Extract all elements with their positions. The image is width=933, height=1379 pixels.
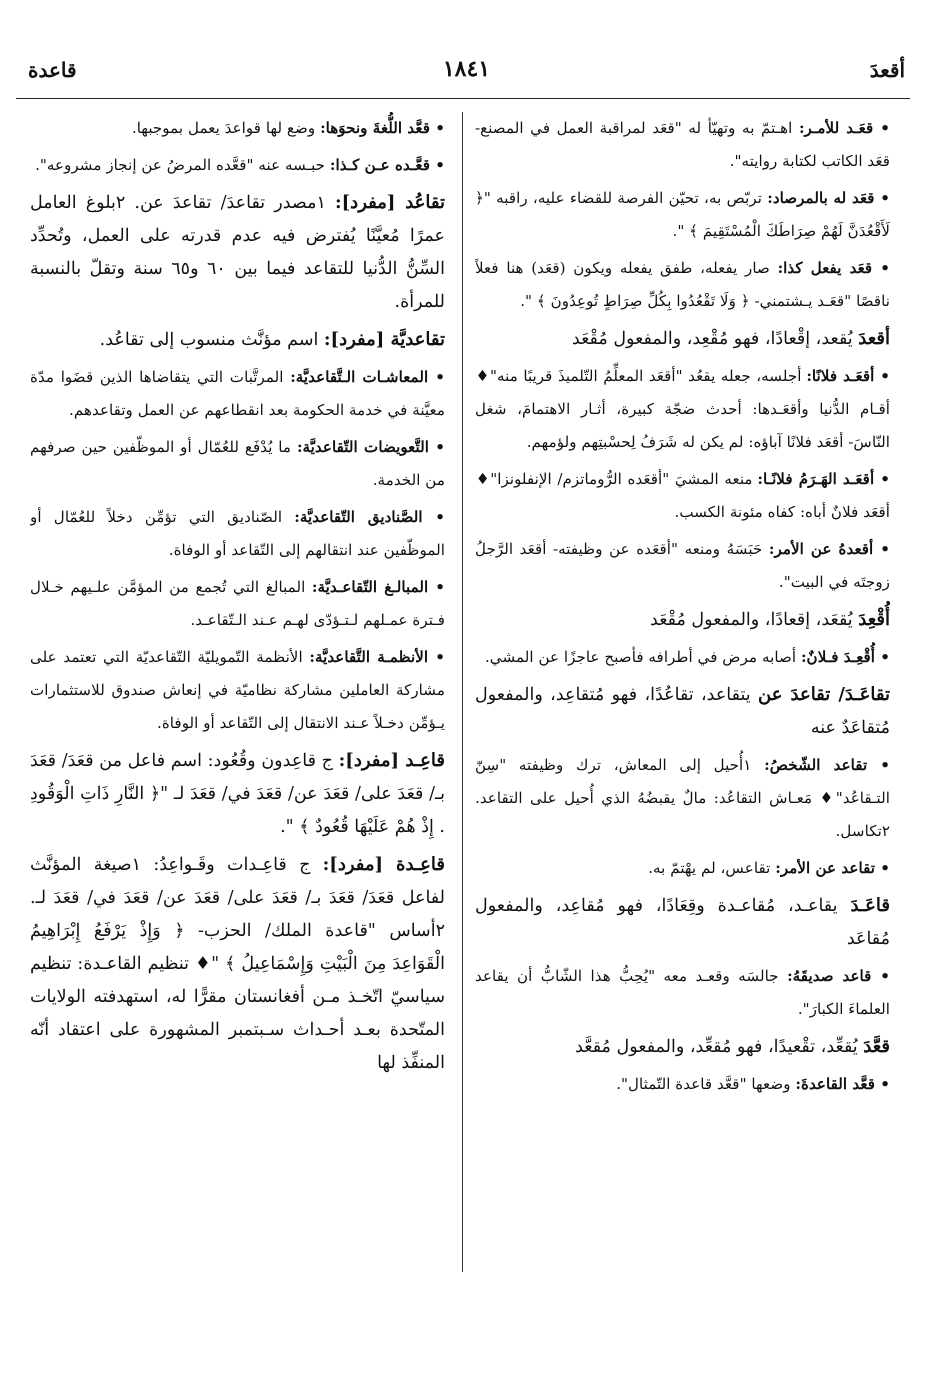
- sense-term: أقعدهُ عن الأمر:: [768, 540, 874, 558]
- sense-term: قاعد صديقَهُ:: [787, 967, 872, 985]
- lemma-headword: قاعَـدَ: [850, 895, 890, 916]
- sense-term: أقعَـد فلانًا:: [806, 367, 875, 385]
- sense-entry: [475, 463, 890, 529]
- sense-term: تقاعد عن الأمر:: [775, 859, 875, 877]
- sense-entry: [30, 571, 445, 637]
- lemma-headword: قاعِـد [مفرد]:: [338, 750, 445, 771]
- lemma-entry: [475, 678, 890, 745]
- definition-text: المبالغ التي تُجمع من المؤمَّن علـيهم خـلال فـترة عمـلهم لـتـؤدّى لهـم عـند الـتّقاعـد.: [30, 578, 445, 629]
- lemma-entry: [30, 744, 445, 844]
- definition-text: يقاعـد، مُقاعـدة وقِعَادًا، فهو مُقاعِد، والمفعول مُقاعَد: [475, 896, 890, 949]
- guide-word-first: أقعدَ: [869, 58, 905, 82]
- sense-entry: [475, 1068, 890, 1101]
- sense-entry: [475, 641, 890, 674]
- sense-term: أُقْعِـدَ فـلانٌ:: [800, 648, 875, 666]
- sense-entry: [475, 852, 890, 885]
- sense-entry: [475, 182, 890, 248]
- definition-text: جالسَه وقعـد معه "يُحِبُّ هذا الشّابُّ أن يقاعد العلماءَ الكبارَ".: [475, 967, 890, 1018]
- definition-text: ما يُدْفَع للعُمّال أو الموظّفين حين صرفهم من الخدمة.: [30, 438, 445, 489]
- sense-term: قعَد له بالمرصاد:: [767, 189, 875, 207]
- lemma-entry: [30, 323, 445, 357]
- sense-entry: [30, 641, 445, 740]
- lemma-entry: [475, 322, 890, 356]
- definition-text: يُقعِّد، تقْعيدًا، فهو مُقعِّد، والمفعول مُقعَّد: [575, 1037, 864, 1057]
- sense-term: قعَّد القاعدةَ:: [795, 1075, 875, 1093]
- header-rule: [16, 98, 910, 99]
- lemma-headword: أقعدَ: [858, 328, 890, 349]
- lemma-headword: تقاعُد [مفرد]:: [335, 192, 445, 213]
- definition-text: الأنظمة التّمويليّة التّقاعديّة التي تعتمد على مشاركة العاملين مشاركة نظاميّة في إنعاش صندوق للاستثمارات يـؤمِّن دخـلاً عـند الانتقال إلى التّقاعد أو الوفاة.: [30, 648, 445, 732]
- sense-entry: [475, 360, 890, 459]
- lemma-entry: [30, 186, 445, 319]
- lemma-entry: [30, 848, 445, 1080]
- sense-entry: [475, 112, 890, 178]
- running-header: [28, 56, 905, 92]
- sense-entry: [475, 749, 890, 848]
- sense-term: قعَّـده عـن كـذا:: [329, 156, 430, 174]
- lemma-entry: [475, 603, 890, 637]
- sense-term: الأنظمـة التَّقاعديَّة:: [309, 648, 429, 666]
- definition-text: اسم مؤنَّث منسوب إلى تقاعُد.: [99, 330, 324, 350]
- definition-text: اهـتمّ به وتهيّأ له "قعَد لمراقبة العمل في المصنع- قعَد الكاتب لكتابة روايته".: [475, 119, 890, 170]
- sense-entry: [30, 361, 445, 427]
- lemma-headword: قعَّدَ: [863, 1036, 890, 1057]
- sense-term: المعاشـات الـتَّقاعديَّة:: [290, 368, 429, 386]
- definition-text: الصّناديق التي تؤمِّن دخلاً للعُمّال أو الموظّفين عند انتقالهم إلى التّقاعد أو الوفاة.: [30, 508, 445, 559]
- right-column: [475, 112, 890, 1287]
- page-number: ١٨٤١: [442, 56, 491, 82]
- lemma-entry: [475, 889, 890, 956]
- definition-text: يتقاعد، تقاعُدًا، فهو مُتقاعِد، والمفعول مُتقاعَدٌ عنه: [475, 685, 890, 738]
- definition-text: ج قاعِدون وقُعُود: اسم فاعل من قعَدَ/ قعَدَ بـ/ قعَدَ على/ قعَدَ عن/ قعَدَ في/ قعَدَ لـ "﴿ النَّارِ ذَاتِ الْوَقُودِ . إِذْ هُمْ عَلَيْهَا قُعُودٌ ﴾ ".: [30, 751, 445, 837]
- definition-text: صار يفعله، طفق يفعله ويكون (قعَد) هنا فعلاً ناقصًا "قعَـد يـشتمني- ﴿ وَلَا تَقْعُدُوا بِكُلِّ صِرَاطٍ تُوعِدُونَ ﴾ ".: [475, 259, 890, 310]
- lemma-headword: تقاعديَّة [مفرد]:: [323, 329, 445, 350]
- definition-text: يُقعَد، إقعادًا، والمفعول مُقْعَد: [650, 610, 859, 630]
- lemma-headword: تقاعَـدَ/ تقاعدَ عن: [758, 684, 890, 705]
- definition-text: ١مصدر تقاعدَ/ تقاعدَ عن. ٢بلوغ العامل عمرًا مُعيَّنًا يُفترض فيه عدم قدرته على العمل، وتُحدِّد السِّنُّ الدُّنيا للتقاعد فيما بين ٦٠ و٦٥ سنة وتقلّ بالنسبة للمرأة.: [30, 193, 445, 312]
- definition-text: تقاعس، لم يهْتمّ به.: [648, 859, 776, 877]
- definition-text: حبـسه عنه "قعَّده المرضُ عن إنجاز مشروعه".: [35, 156, 330, 174]
- sense-term: الصَّناديق التّقاعديَّة:: [294, 508, 423, 526]
- definition-text: وضعها "قعَّد قاعدة التّمثال".: [616, 1075, 796, 1093]
- sense-entry: [30, 501, 445, 567]
- sense-term: قعَـد للأمـر:: [798, 119, 874, 137]
- definition-text: منعه المشيَ "أقعَده الرُّوماتزم/ الإنفلونزا"♦ أقعَد فلانٌ أباه: كفاه مئونة الكسب.: [475, 470, 890, 521]
- column-divider: [462, 112, 463, 1272]
- sense-term: قعَّد اللُّغةَ ونحوَها:: [320, 119, 430, 137]
- definition-text: تربّص به، تحيّن الفرصة للقضاء عليه، راقبه "﴿ لَأَقْعُدَنَّ لَهُمْ صِرَاطَكَ الْمُسْتَقِيمَ ﴾ ".: [475, 189, 890, 240]
- lemma-headword: قاعِـدة [مفرد]:: [322, 854, 445, 875]
- definition-text: ١أُحيل إلى المعاش، ترك وظيفته "سِنّ التـقاعُد"♦ مَعـاش التقاعُد: مالٌ يقبضُهُ الذي أُحيل على التقاعد. ٢تكاسل.: [475, 756, 890, 840]
- definition-text: حَبَسَهُ ومنعه "أقعَده عن وظيفته- أقعَد الرَّجلُ زوجتَه في البيت".: [475, 540, 890, 591]
- lemma-headword: أُقْعِدَ: [858, 609, 890, 630]
- sense-term: التَّعويضات التّقاعديَّة:: [296, 438, 429, 456]
- definition-text: أجلسه، جعله يقعُد "أقعَد المعلِّمُ التّلميذَ قريبًا منه"♦ أقـام الدُّنيا وأقعَـدها: أحدث ضجّة كبيرة، أثـار الاهتمامَ، شغل النّاسَ- أقعَد فلانًا آباؤه: لم يكن له شَرَفُ لِحسْبتِهم ولؤمهم.: [475, 367, 890, 451]
- guide-word-last: قاعدة: [28, 58, 77, 82]
- sense-entry: [475, 960, 890, 1026]
- sense-term: المبالـغ التّقاعـديَّة:: [311, 578, 429, 596]
- sense-term: قعَد يفعل كذا:: [777, 259, 873, 277]
- definition-text: يُقعد، إقْعادًا، فهو مُقْعِد، والمفعول مُقْعَد: [571, 329, 859, 349]
- sense-entry: [30, 112, 445, 145]
- definition-text: ج قاعِـدات وقَـواعِدُ: ١صيغة المؤنَّث لفاعل قعَدَ/ قعَدَ بـ/ قعَدَ على/ قعَدَ عن/ قعَدَ في/ قعَدَ لـ. ٢أساس "قاعدة الملك/ الحزب- ﴿ وَإِذْ يَرْفَعُ إِبْرَاهِيمُ الْقَوَاعِدَ مِنَ الْبَيْتِ وَإِسْمَاعِيلُ ﴾ "♦ تنظيم القاعـدة: تنظيم سياسيّ اتّخـذ مـن أفغانستان مقرًّا له، استهدفته الولايات المتّحدة بعـد أحـداث سـبتمبر المشهورة على اعتقاد أنّه المنفِّذ لها: [30, 855, 445, 1073]
- definition-text: أصابه مرض في أطرافه فأصبح عاجزًا عن المشي.: [484, 648, 801, 666]
- sense-term: أقعَـد الهَـرَمُ فلانًـا:: [757, 470, 875, 488]
- sense-entry: [30, 431, 445, 497]
- left-column: [30, 112, 445, 1287]
- definition-text: وضع لها قواعدَ يعمل بموجبها.: [131, 119, 321, 137]
- lemma-entry: [475, 1030, 890, 1064]
- sense-term: تقاعد الشّخصُ:: [764, 756, 868, 774]
- sense-entry: [475, 533, 890, 599]
- sense-entry: [475, 252, 890, 318]
- sense-entry: [30, 149, 445, 182]
- definition-text: المرتَّبات التي يتقاضاها الذين قضَوا مدّة معيَّنة في خدمة الحكومة بعد انقطاعهم عن العمل وتقاعدهم.: [30, 368, 445, 419]
